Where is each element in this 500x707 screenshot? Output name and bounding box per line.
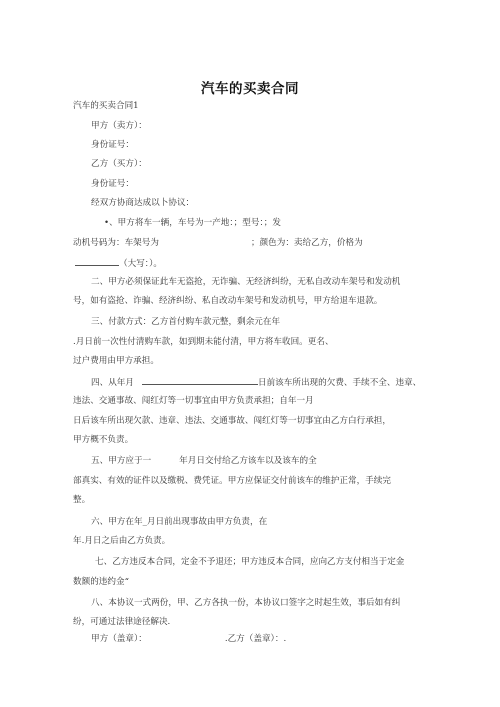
clause-7-line-2: 数额的违约金“ bbox=[73, 577, 129, 587]
contract-heading: 汽车的买卖合同1 bbox=[73, 101, 139, 111]
price-uppercase-text: （大写：）。 bbox=[119, 259, 162, 269]
clause-5-start-text: 五、甲方应于一 bbox=[91, 456, 152, 466]
price-blank bbox=[75, 257, 119, 266]
clause-4-before-text: 日前该车所出现的欠费、手续不全、违章、 bbox=[257, 378, 422, 388]
clause-4-line-1 bbox=[91, 376, 421, 389]
clause-7-line-1: 七、乙方违反本合同，定金不予退还；甲方违反本合同，应向乙方支付相当于定金 bbox=[95, 557, 405, 567]
party-b-label: 乙方（买方）： bbox=[91, 159, 147, 169]
clause-3-line-2: .月日前一次性付清购车款，如到期未能付清，甲方将车收回。更名、 bbox=[73, 337, 334, 347]
clause-1-line-2 bbox=[73, 238, 363, 249]
clause-2-line-1: 二、甲方必须保证此车无盗抢，无诈骗、无经济纠纷，无私自改动车架号和发动机 bbox=[91, 277, 401, 287]
clause-4-line-3: 日后该车所出现欠款、违章、违法、交通事故、闯红灯等一切事宜由乙方白行承担， bbox=[73, 416, 391, 426]
clause-5-line-3: 整。 bbox=[73, 495, 91, 505]
party-b-seal-label: .乙方（盖章）：. bbox=[224, 634, 287, 644]
clause-8-line-1: 八、本协议一式两份，甲、乙方各执一份，本协议口签字之时起生效，事后如有纠 bbox=[91, 598, 401, 608]
clause-1-line-3 bbox=[75, 257, 162, 270]
clause-1-engine-text: 动机号码为：车架号为 bbox=[73, 238, 159, 248]
clause-6-line-1: 六、甲方在年_月日前出现事故由甲方负责，在 bbox=[91, 517, 268, 527]
document-title: 汽车的买卖合同 bbox=[201, 81, 299, 97]
clause-4-line-2: 违法、交通事故、闯红灯等一切事宜由甲方负责承担；自年一月 bbox=[73, 396, 314, 406]
signature-line bbox=[91, 634, 286, 645]
clause-8-line-2: 纷，可通过法律途径解决. bbox=[73, 617, 171, 627]
clause-4-line-4: 甲方概不负责。 bbox=[73, 435, 134, 445]
party-a-id-label: 身份证号： bbox=[91, 140, 134, 150]
clause-5-line-2: 部真实、有效的证件以及缴税、费凭证。甲方应保证交付前该车的维护正常，手续完 bbox=[73, 476, 391, 486]
clause-6-line-2: 年.月日之后由乙方负责。 bbox=[73, 536, 171, 546]
clause-5-line-1 bbox=[91, 456, 317, 467]
clause-1-line-1: •、甲方将车一辆，车号为一产地：；型号：；发 bbox=[104, 218, 281, 228]
clause-1-color-text: ；颜色为：卖给乙方，价格为 bbox=[250, 238, 363, 248]
clause-3-line-3: 过户费用由甲方承担。 bbox=[73, 356, 159, 366]
clause-5-date-text: 年月日交付给乙方该车以及该车的全 bbox=[179, 456, 317, 466]
agreement-intro: 经双方协商达成以卜协议： bbox=[91, 198, 195, 208]
party-b-id-label: 身份证号： bbox=[91, 179, 134, 189]
date-blank bbox=[142, 376, 258, 385]
party-a-label: 甲方（卖方）： bbox=[91, 121, 147, 131]
clause-2-line-2: 号，如有盗抢、诈骗、经济纠纷、私自改动车架号和发动机号，甲方给退车退款。 bbox=[73, 296, 383, 306]
clause-4-from-text: 四、从年月 bbox=[91, 378, 134, 388]
party-a-seal-label: 甲方（盖章）： bbox=[91, 634, 147, 644]
clause-3-line-1: 三、付款方式：乙方首付购车款元整，剩余元在年 bbox=[91, 317, 281, 327]
